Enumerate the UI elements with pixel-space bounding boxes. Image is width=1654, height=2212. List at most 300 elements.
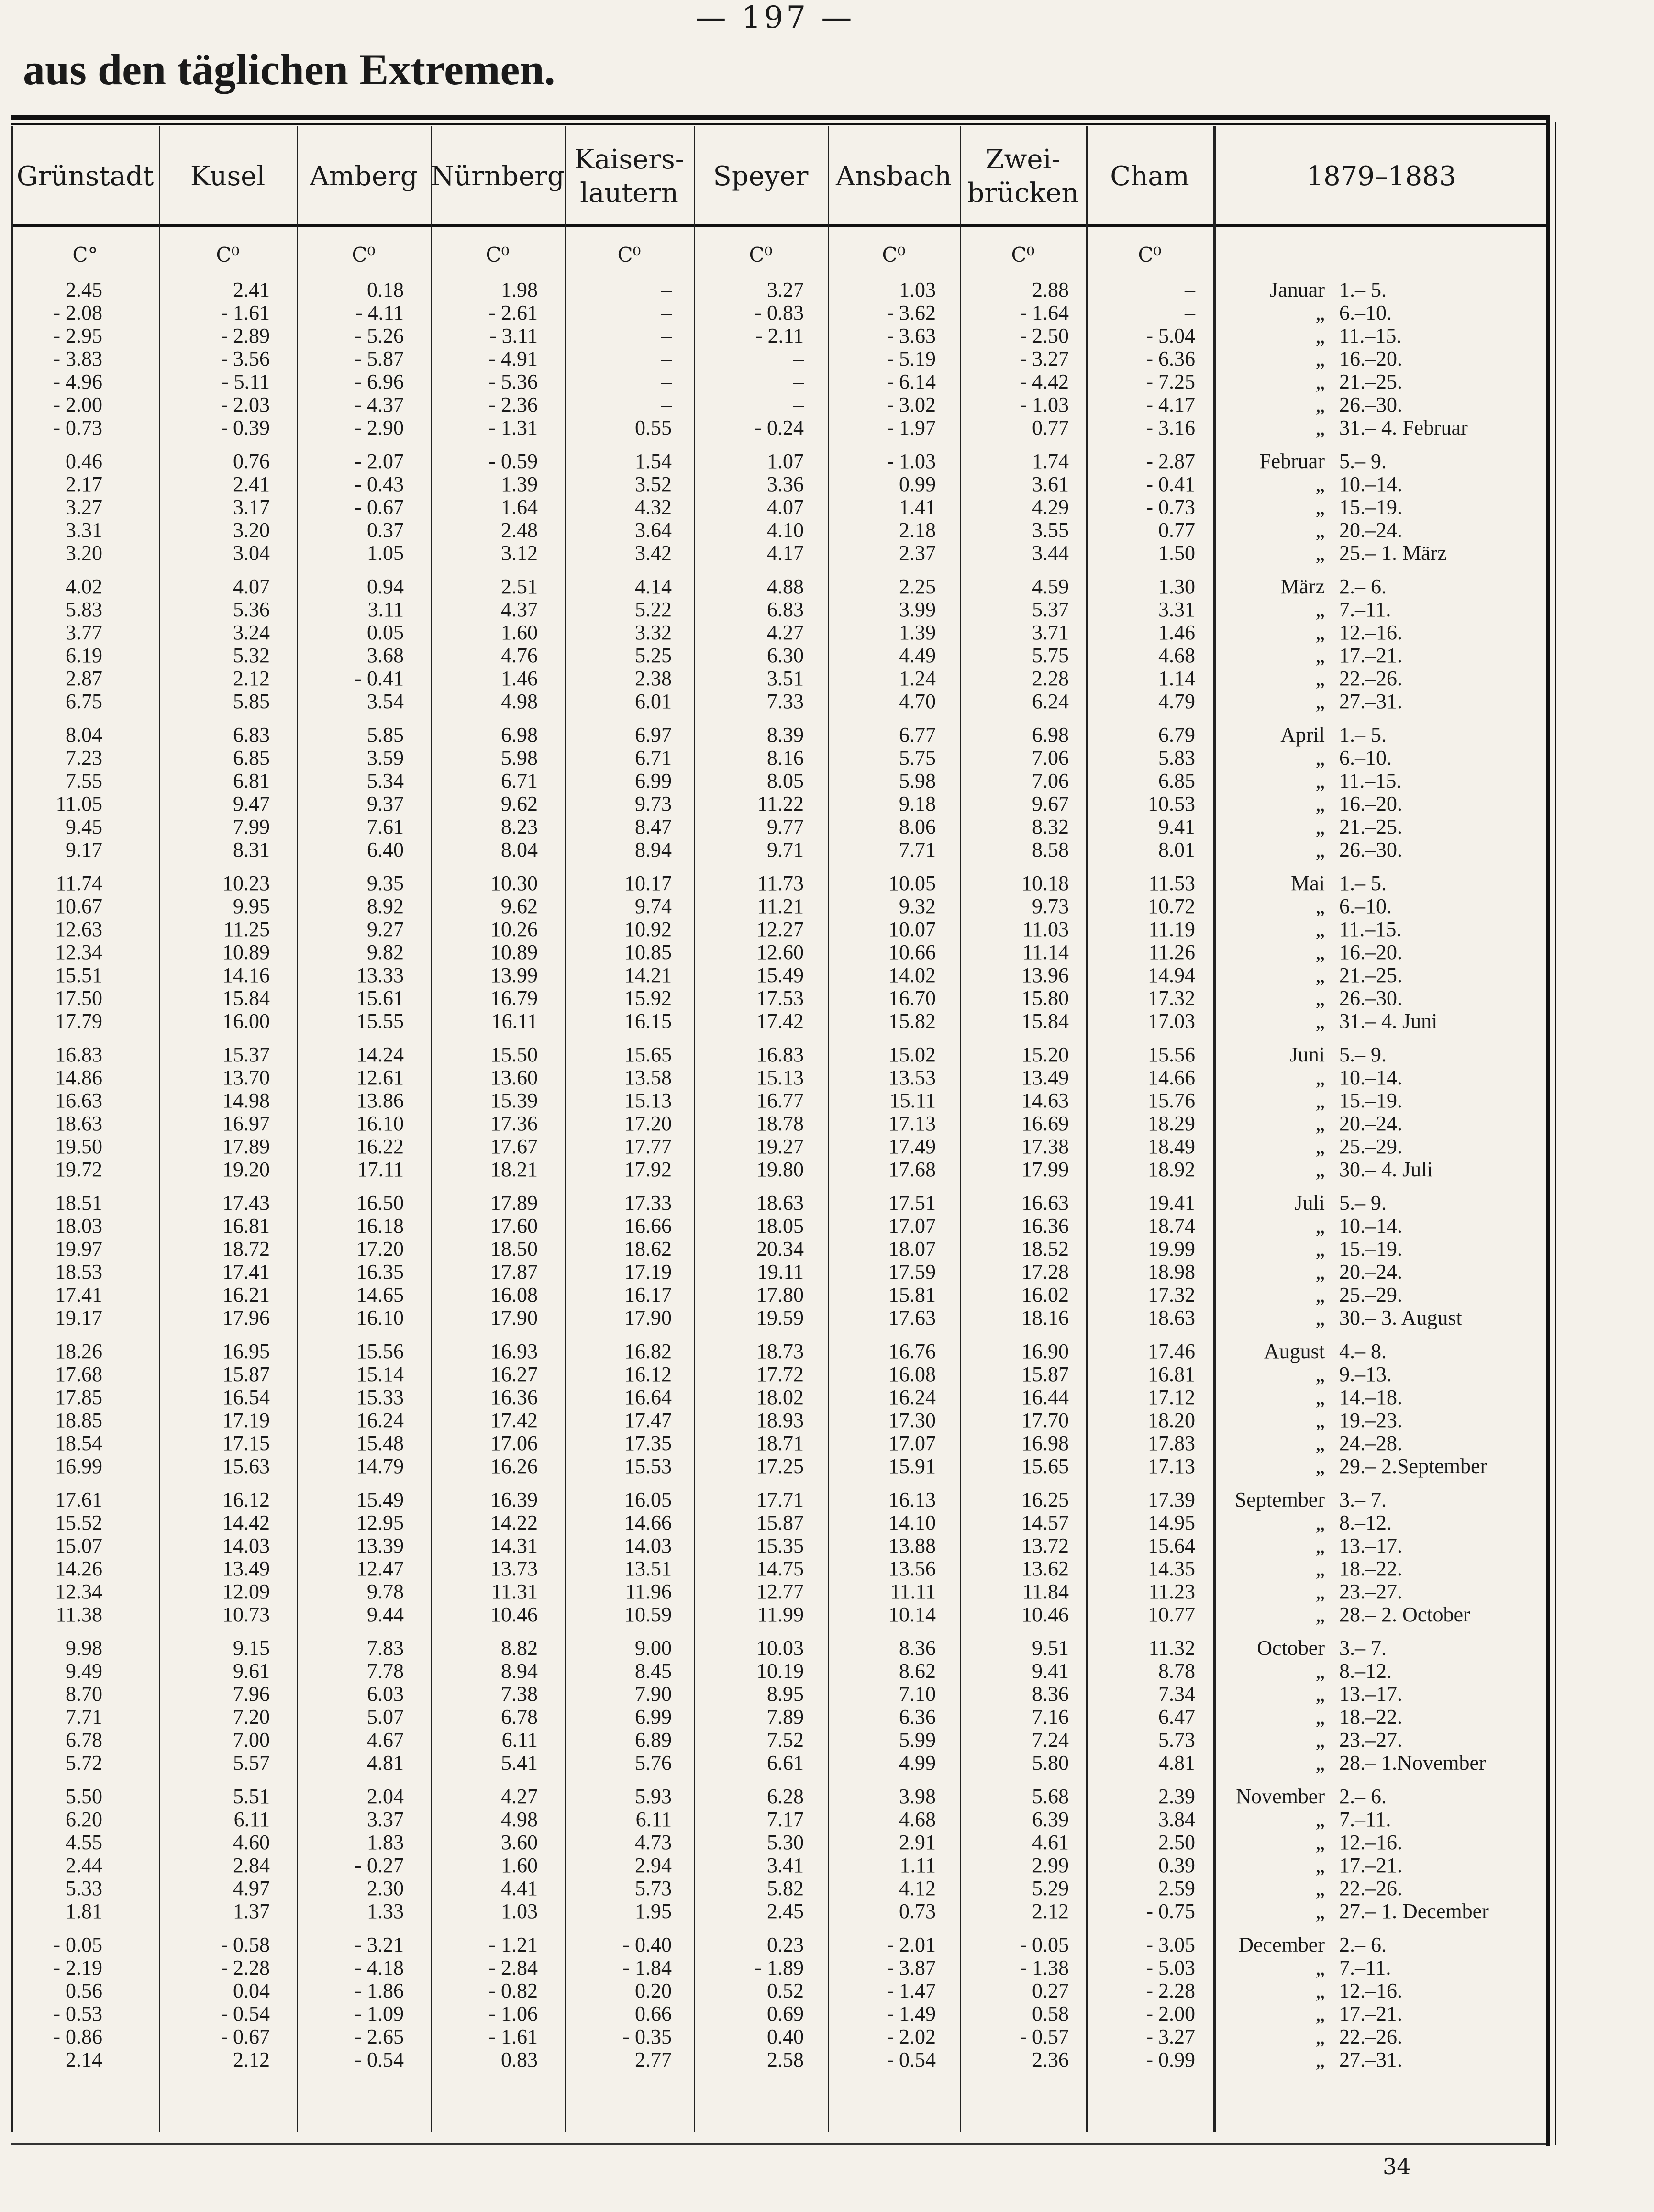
table-cell: 6.01	[635, 690, 672, 713]
table-cell: 4.17	[767, 541, 804, 565]
month-group	[837, 279, 936, 439]
table-cell: 8.36	[1032, 1682, 1069, 1706]
table-cell: 3.27	[767, 278, 804, 302]
table-cell: 6.24	[1032, 690, 1069, 713]
month-group	[574, 1192, 672, 1329]
period-range: 15.–19.	[1339, 495, 1402, 519]
month-group	[306, 575, 404, 713]
table-cell: 13.49	[222, 1557, 270, 1580]
table-cell: 1.03	[501, 1899, 538, 1923]
period-month: „	[1315, 301, 1325, 324]
table-cell: 18.20	[1148, 1408, 1195, 1432]
table-cell: 5.30	[767, 1831, 804, 1854]
period-row	[1222, 519, 1543, 542]
table-cell: 9.17	[66, 838, 102, 861]
period-month: Januar	[1270, 278, 1325, 302]
month-group	[31, 575, 102, 713]
table-cell: 13.56	[888, 1557, 936, 1580]
table-cell: 3.20	[66, 541, 102, 565]
period-month: „	[1315, 667, 1325, 690]
table-cell: 4.49	[899, 644, 936, 667]
table-cell: 13.70	[222, 1066, 270, 1089]
table-cell: 3.31	[66, 518, 102, 542]
period-row	[1222, 1603, 1543, 1626]
period-range: 16.–20.	[1339, 347, 1402, 370]
table-cell: 12.34	[55, 1580, 102, 1603]
table-cell: 6.75	[66, 690, 102, 713]
table-cell: 3.84	[1158, 1808, 1195, 1831]
table-cell: 19.97	[55, 1237, 102, 1261]
table-cell: 15.52	[55, 1511, 102, 1534]
table-cell: 0.52	[767, 1979, 804, 2002]
table-cell: - 2.84	[488, 1956, 538, 1979]
table-cell: 9.27	[367, 917, 404, 941]
period-range: 22.–26.	[1339, 667, 1402, 690]
table-cell: 14.86	[55, 1066, 102, 1089]
table-cell: 2.91	[899, 1831, 936, 1854]
table-cell: - 3.02	[887, 393, 936, 416]
period-range: 1.– 5.	[1339, 871, 1387, 895]
table-cell: 2.41	[233, 472, 270, 496]
table-cell: 18.53	[55, 1260, 102, 1284]
period-range: 27.–31.	[1339, 2048, 1402, 2071]
table-cell: 7.10	[899, 1682, 936, 1706]
period-row	[1222, 1089, 1543, 1112]
table-cell: - 1.86	[355, 1979, 404, 2002]
table-cell: 7.34	[1158, 1682, 1195, 1706]
period-range: 7.–11.	[1339, 1808, 1391, 1831]
table-cell: 9.15	[233, 1636, 270, 1660]
table-cell: 2.18	[899, 518, 936, 542]
table-cell: 3.12	[501, 541, 538, 565]
table-cell: 3.11	[367, 598, 404, 621]
period-month: „	[1315, 986, 1325, 1010]
table-cell: 17.96	[222, 1306, 270, 1329]
table-cell: 16.27	[490, 1363, 538, 1386]
table-cell: 0.23	[767, 1933, 804, 1956]
table-cell: 0.69	[767, 2002, 804, 2025]
table-cell: 15.56	[356, 1340, 404, 1363]
month-group	[837, 1637, 936, 1775]
period-range: 5.– 9.	[1339, 1191, 1387, 1215]
table-cell: 14.42	[222, 1511, 270, 1534]
table-cell: 5.93	[635, 1785, 672, 1808]
table-cell: - 6.14	[887, 370, 936, 393]
table-cell: - 3.62	[887, 301, 936, 324]
month-group	[31, 1488, 102, 1626]
period-month: „	[1315, 1854, 1325, 1877]
period-range: 15.–19.	[1339, 1237, 1402, 1261]
period-row	[1222, 1706, 1543, 1729]
period-month: „	[1315, 1751, 1325, 1775]
table-cell: 16.36	[490, 1385, 538, 1409]
table-cell: 17.85	[55, 1385, 102, 1409]
period-row	[1222, 1785, 1543, 1808]
column-divider	[694, 126, 695, 2132]
table-cell: 2.45	[66, 278, 102, 302]
table-cell: 6.98	[501, 723, 538, 747]
table-cell: 0.39	[1158, 1854, 1195, 1877]
table-cell: 10.72	[1148, 894, 1195, 918]
month-group	[837, 1488, 936, 1626]
table-cell: 10.89	[222, 940, 270, 964]
table-cell: 16.63	[1021, 1191, 1069, 1215]
table-cell: 17.32	[1148, 1283, 1195, 1307]
month-group	[440, 1488, 538, 1626]
table-cell: –	[661, 370, 672, 393]
table-cell: - 1.97	[887, 416, 936, 439]
table-cell: 15.91	[888, 1454, 936, 1478]
table-cell: 4.14	[635, 575, 672, 598]
table-cell: - 1.89	[755, 1956, 804, 1979]
table-cell: 16.08	[490, 1283, 538, 1307]
header-zweibruecken-line1: Zwei-	[985, 144, 1061, 175]
period-month: „	[1315, 1306, 1325, 1329]
period-month: November	[1236, 1785, 1325, 1808]
table-cell: - 1.47	[887, 1979, 936, 2002]
period-row	[1222, 1900, 1543, 1923]
table-cell: 15.49	[756, 963, 804, 987]
table-cell: 4.99	[899, 1751, 936, 1775]
table-cell: 17.90	[490, 1306, 538, 1329]
table-cell: –	[661, 301, 672, 324]
table-cell: 16.83	[55, 1043, 102, 1066]
table-cell: 8.23	[501, 815, 538, 838]
table-cell: 5.75	[899, 746, 936, 770]
table-cell: 0.56	[66, 1979, 102, 2002]
month-group	[31, 279, 102, 439]
period-row	[1222, 1511, 1543, 1534]
period-row	[1222, 987, 1543, 1010]
period-month: „	[1315, 1603, 1325, 1626]
table-cell: 18.93	[756, 1408, 804, 1432]
period-range: 3.– 7.	[1339, 1488, 1387, 1511]
period-row	[1222, 770, 1543, 793]
period-row	[1222, 1135, 1543, 1158]
month-group	[703, 872, 804, 1033]
period-row	[1222, 838, 1543, 861]
period-range: 26.–30.	[1339, 393, 1402, 416]
month-group	[703, 1340, 804, 1478]
table-cell: 16.63	[55, 1089, 102, 1112]
table-cell: 16.77	[756, 1089, 804, 1112]
table-cell: 3.41	[767, 1854, 804, 1877]
period-group	[1222, 1340, 1543, 1478]
table-cell: 17.87	[490, 1260, 538, 1284]
table-cell: 15.33	[356, 1385, 404, 1409]
table-cell: - 0.05	[1020, 1933, 1069, 1956]
month-group	[31, 1933, 102, 2071]
table-cell: 15.51	[55, 963, 102, 987]
period-range: 25.–29.	[1339, 1283, 1402, 1307]
table-cell: - 4.37	[355, 393, 404, 416]
header-nuernberg: Nürnberg	[431, 161, 565, 192]
table-cell: - 4.42	[1020, 370, 1069, 393]
table-cell: 1.98	[501, 278, 538, 302]
table-cell: 5.75	[1032, 644, 1069, 667]
table-cell: - 2.00	[53, 393, 102, 416]
month-group	[169, 1192, 270, 1329]
period-row	[1222, 1956, 1543, 1979]
month-group	[1095, 1785, 1195, 1923]
month-group	[968, 1637, 1069, 1775]
table-cell: 19.99	[1148, 1237, 1195, 1261]
table-cell: - 1.03	[1020, 393, 1069, 416]
month-group	[306, 1785, 404, 1923]
period-range: 3.– 7.	[1339, 1636, 1387, 1660]
period-month: „	[1315, 1431, 1325, 1455]
table-cell: 13.33	[356, 963, 404, 987]
column-speyer	[703, 279, 804, 2082]
table-cell: 15.65	[1021, 1454, 1069, 1478]
table-cell: 1.14	[1158, 667, 1195, 690]
table-cell: - 3.56	[221, 347, 270, 370]
table-cell: 9.51	[1032, 1636, 1069, 1660]
table-cell: 8.47	[635, 815, 672, 838]
period-row	[1222, 575, 1543, 598]
period-month: „	[1315, 746, 1325, 770]
month-group	[703, 1488, 804, 1626]
table-cell: 4.10	[767, 518, 804, 542]
table-cell: - 3.27	[1020, 347, 1069, 370]
table-cell: 0.73	[899, 1899, 936, 1923]
table-cell: 2.58	[767, 2048, 804, 2071]
table-cell: 14.75	[756, 1557, 804, 1580]
period-month: „	[1315, 1066, 1325, 1089]
table-cell: 16.66	[624, 1214, 672, 1238]
table-cell: 5.98	[501, 746, 538, 770]
period-month: „	[1315, 1112, 1325, 1135]
table-cell: 3.77	[66, 621, 102, 644]
table-cell: –	[661, 324, 672, 347]
period-month: Juli	[1294, 1191, 1325, 1215]
table-cell: 9.37	[367, 792, 404, 816]
month-group	[1095, 450, 1195, 565]
table-cell: - 0.05	[53, 1933, 102, 1956]
table-cell: 9.73	[1032, 894, 1069, 918]
period-month: „	[1315, 769, 1325, 793]
table-cell: 2.51	[501, 575, 538, 598]
period-range: 26.–30.	[1339, 838, 1402, 861]
unit-label: C⁰	[617, 243, 641, 267]
table-cell: 17.68	[55, 1363, 102, 1386]
table-cell: 17.13	[888, 1112, 936, 1135]
table-cell: 13.62	[1021, 1557, 1069, 1580]
table-cell: 14.31	[490, 1534, 538, 1557]
table-cell: 18.05	[756, 1214, 804, 1238]
period-group	[1222, 1488, 1543, 1626]
period-range: 31.– 4. Februar	[1339, 416, 1468, 439]
period-range: 2.– 6.	[1339, 575, 1387, 598]
period-month: „	[1315, 347, 1325, 370]
table-cell: 16.36	[1021, 1214, 1069, 1238]
month-group	[968, 450, 1069, 565]
table-cell: 1.30	[1158, 575, 1195, 598]
table-cell: 9.62	[501, 894, 538, 918]
table-cell: 3.20	[233, 518, 270, 542]
table-cell: 17.41	[222, 1260, 270, 1284]
month-group	[169, 1043, 270, 1181]
period-group	[1222, 279, 1543, 439]
table-cell: 3.27	[66, 495, 102, 519]
table-cell: 12.27	[756, 917, 804, 941]
table-cell: 5.33	[66, 1877, 102, 1900]
month-group	[968, 1933, 1069, 2071]
table-cell: 6.30	[767, 644, 804, 667]
month-group	[440, 1340, 538, 1478]
table-cell: 9.49	[66, 1659, 102, 1683]
table-cell: 4.81	[1158, 1751, 1195, 1775]
table-cell: 0.77	[1158, 518, 1195, 542]
period-row	[1222, 1432, 1543, 1455]
table-cell: 6.11	[635, 1808, 672, 1831]
period-row	[1222, 1729, 1543, 1752]
table-cell: - 0.82	[488, 1979, 538, 2002]
table-cell: 9.73	[635, 792, 672, 816]
table-cell: 1.46	[1158, 621, 1195, 644]
period-month: „	[1315, 1009, 1325, 1033]
period-range: 11.–15.	[1339, 769, 1402, 793]
table-cell: - 0.41	[1146, 472, 1195, 496]
period-range: 27.– 1. December	[1339, 1899, 1489, 1923]
table-cell: 8.04	[66, 723, 102, 747]
table-cell: 7.71	[899, 838, 936, 861]
table-cell: 17.19	[222, 1408, 270, 1432]
table-cell: 14.21	[624, 963, 672, 987]
table-cell: 17.60	[490, 1214, 538, 1238]
month-group	[968, 1043, 1069, 1181]
column-divider	[828, 126, 829, 2132]
table-cell: 4.98	[501, 690, 538, 713]
month-group	[306, 1637, 404, 1775]
table-cell: 17.79	[55, 1009, 102, 1033]
month-group	[440, 724, 538, 861]
period-group	[1222, 1933, 1543, 2071]
table-cell: 8.04	[501, 838, 538, 861]
table-cell: 1.07	[767, 449, 804, 473]
column-ansbach	[837, 279, 936, 2082]
table-cell: 17.07	[888, 1214, 936, 1238]
page-number: — 197 —	[695, 0, 855, 35]
period-row	[1222, 941, 1543, 964]
table-cell: 14.66	[624, 1511, 672, 1534]
table-cell: 18.50	[490, 1237, 538, 1261]
table-cell: 17.63	[888, 1306, 936, 1329]
month-group	[440, 279, 538, 439]
period-group	[1222, 1785, 1543, 1923]
table-cell: 13.96	[1021, 963, 1069, 987]
table-cell: - 0.35	[622, 2025, 672, 2048]
period-range: 10.–14.	[1339, 1066, 1402, 1089]
table-cell: 16.21	[222, 1283, 270, 1307]
table-cell: 11.05	[56, 792, 102, 816]
table-cell: 8.95	[767, 1682, 804, 1706]
month-group	[703, 279, 804, 439]
table-cell: 11.96	[625, 1580, 672, 1603]
table-cell: 5.07	[367, 1705, 404, 1729]
period-row	[1222, 1238, 1543, 1261]
table-cell: 8.31	[233, 838, 270, 861]
table-cell: - 2.28	[221, 1956, 270, 1979]
period-row	[1222, 1043, 1543, 1066]
table-cell: 17.38	[1021, 1135, 1069, 1158]
period-row	[1222, 2048, 1543, 2071]
month-group	[703, 1043, 804, 1181]
month-group	[574, 450, 672, 565]
table-cell: 16.17	[624, 1283, 672, 1307]
table-cell: 18.29	[1148, 1112, 1195, 1135]
period-range: 18.–22.	[1339, 1557, 1402, 1580]
table-cell: 5.73	[1158, 1728, 1195, 1752]
period-month: „	[1315, 1511, 1325, 1534]
period-month: „	[1315, 1899, 1325, 1923]
period-month: März	[1280, 575, 1325, 598]
month-group	[306, 1340, 404, 1478]
table-cell: 15.49	[356, 1488, 404, 1511]
table-cell: 2.84	[233, 1854, 270, 1877]
month-group	[31, 872, 102, 1033]
table-cell: - 5.36	[488, 370, 538, 393]
table-cell: 7.89	[767, 1705, 804, 1729]
period-month: „	[1315, 1135, 1325, 1158]
table-cell: 1.95	[635, 1899, 672, 1923]
table-cell: 6.81	[233, 769, 270, 793]
table-cell: 17.99	[1021, 1158, 1069, 1181]
table-cell: 6.79	[1158, 723, 1195, 747]
table-cell: 16.81	[1148, 1363, 1195, 1386]
column-amberg	[306, 279, 404, 2082]
table-cell: 18.02	[756, 1385, 804, 1409]
month-group	[169, 1488, 270, 1626]
table-cell: 1.39	[899, 621, 936, 644]
month-group	[169, 450, 270, 565]
column-zweibruecken	[968, 279, 1069, 2082]
table-cell: 9.82	[367, 940, 404, 964]
table-cell: 15.55	[356, 1009, 404, 1033]
table-cell: 2.94	[635, 1854, 672, 1877]
table-cell: 9.95	[233, 894, 270, 918]
table-cell: 6.89	[635, 1728, 672, 1752]
period-row	[1222, 1340, 1543, 1363]
column-kaiserslautern	[574, 279, 672, 2082]
unit-label: C⁰	[1138, 243, 1162, 267]
table-cell: 17.61	[55, 1488, 102, 1511]
month-group	[440, 1785, 538, 1923]
table-cell: 18.03	[55, 1214, 102, 1238]
table-cell: 11.26	[1148, 940, 1195, 964]
table-cell: 17.80	[756, 1283, 804, 1307]
period-range: 17.–21.	[1339, 2002, 1402, 2025]
table-cell: 18.07	[888, 1237, 936, 1261]
period-range: 17.–21.	[1339, 1854, 1402, 1877]
table-cell: 5.34	[367, 769, 404, 793]
table-cell: 6.99	[635, 769, 672, 793]
table-cell: 1.83	[367, 1831, 404, 1854]
month-group	[574, 1637, 672, 1775]
table-cell: 16.02	[1021, 1283, 1069, 1307]
table-cell: 3.59	[367, 746, 404, 770]
table-cell: - 3.83	[53, 347, 102, 370]
table-cell: 9.35	[367, 871, 404, 895]
table-cell: 15.53	[624, 1454, 672, 1478]
table-cell: 8.06	[899, 815, 936, 838]
table-cell: 16.81	[222, 1214, 270, 1238]
period-row	[1222, 1808, 1543, 1831]
column-divider	[960, 126, 961, 2132]
month-group	[169, 1637, 270, 1775]
month-group	[837, 1785, 936, 1923]
table-cell: –	[793, 347, 804, 370]
